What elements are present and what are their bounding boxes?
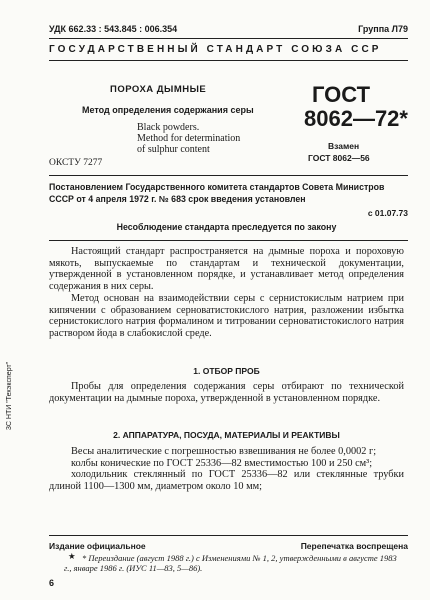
english-title-line: Black powders. bbox=[137, 122, 200, 133]
law-notice: Несоблюдение стандарта преследуется по закону bbox=[116, 222, 337, 232]
body-paragraph: Настоящий стандарт распространяется на дымные пороха и пороховую мякоть, выпускаемые по стандартам и технической документации, утвержденной в установленном порядке, и устанавливает метод определения содержания в них серы. bbox=[49, 246, 404, 292]
star-icon: ★ bbox=[68, 551, 76, 561]
body-paragraph-group bbox=[49, 446, 404, 492]
page-number: 6 bbox=[49, 578, 55, 588]
english-title bbox=[137, 122, 240, 155]
udk-code: УДК 662.33 : 543.845 : 006.354 bbox=[49, 24, 178, 34]
margin-stamp: 3С НТИ "Техэксперт" bbox=[6, 361, 13, 430]
state-standard-heading: ГОСУДАРСТВЕННЫЙ СТАНДАРТ СОЮЗА ССР bbox=[49, 44, 382, 55]
divider bbox=[49, 535, 408, 536]
body-paragraph: Пробы для определения содержания серы отбирают по технической документации на дымные пороха, утвержденной в установленном порядке. bbox=[49, 381, 404, 404]
body-paragraph: холодильник стеклянный по ГОСТ 25336—82 или стеклянные трубки длиной 1100—1300 мм, диаметром около 10 мм; bbox=[49, 469, 404, 492]
section-heading: 1. ОТБОР ПРОБ bbox=[193, 366, 260, 376]
effective-date: с 01.07.73 bbox=[367, 208, 408, 218]
divider bbox=[49, 38, 408, 39]
divider bbox=[49, 60, 408, 61]
divider bbox=[49, 175, 408, 176]
decree-text: Постановлением Государственного комитета стандартов Совета Министров СССР от 4 апреля 1972 г. № 683 срок введения установлен bbox=[49, 182, 385, 204]
footnote: * Переиздание (август 1988 г.) с Изменениями № 1, 2, утвержденными в августе 1983 г., январе 1986 г. (ИУС 11—83, 5—86). bbox=[64, 553, 397, 573]
english-title-line: of sulphur content bbox=[137, 144, 210, 155]
gost-label: ГОСТ bbox=[312, 82, 371, 107]
document-subtitle: Метод определения содержания серы bbox=[82, 105, 254, 115]
divider bbox=[49, 240, 408, 241]
english-title-line: Method for determination bbox=[137, 133, 241, 144]
gost-number: 8062—72* bbox=[304, 106, 408, 131]
reprint-notice: Перепечатка воспрещена bbox=[300, 541, 408, 551]
edition-label: Издание официальное bbox=[49, 541, 146, 551]
section-heading: 2. АППАРАТУРА, ПОСУДА, МАТЕРИАЛЫ И РЕАКТИВЫ bbox=[113, 430, 340, 440]
document-title: ПОРОХА ДЫМНЫЕ bbox=[110, 84, 207, 95]
body-paragraph: Весы аналитические с погрешностью взвешивания не более 0,0002 г; bbox=[71, 446, 377, 457]
okstu-code: ОКСТУ 7277 bbox=[49, 158, 103, 168]
replaces-label: Взамен bbox=[328, 141, 360, 151]
body-paragraph: колбы конические по ГОСТ 25336—82 вместимостью 100 и 250 см³; bbox=[71, 457, 373, 469]
body-paragraph: Метод основан на взаимодействии серы с сернистокислым натрием при кипячении с образованием серноватистокислого натрия, разложении избытка сернистокислого натрия формалином и титровании серноватистокислого натрия раствором йода в слабокислой среде. bbox=[49, 293, 404, 339]
group-code: Группа Л79 bbox=[358, 24, 408, 34]
replaces-number: ГОСТ 8062—56 bbox=[308, 153, 370, 163]
